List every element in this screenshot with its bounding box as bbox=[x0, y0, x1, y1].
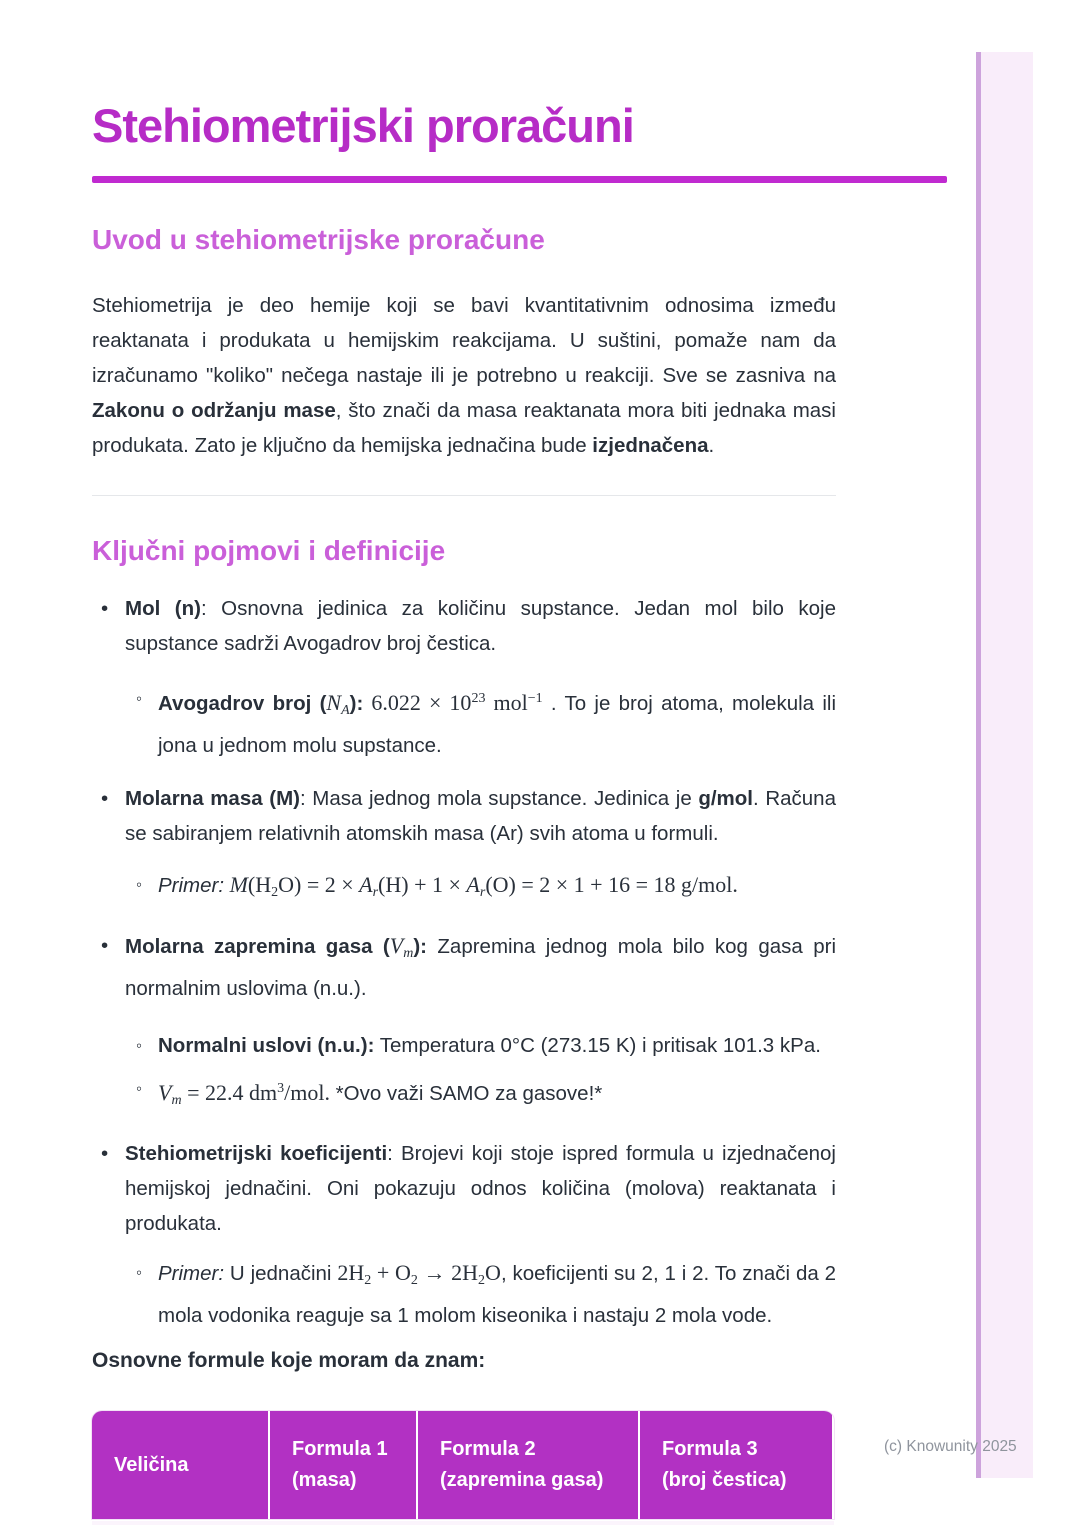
table-header-velicina bbox=[92, 1411, 270, 1519]
math-run: + O bbox=[371, 1260, 411, 1285]
table-header-label: Formula 3 bbox=[662, 1438, 758, 1460]
list-item-text bbox=[158, 681, 836, 763]
text-run-bold: Zakonu o održanju mase bbox=[92, 399, 336, 422]
text-run: : Masa jednog mola supstance. Jedinica je bbox=[299, 787, 699, 810]
copyright-watermark: (c) Knowunity 2025 bbox=[884, 1438, 1017, 1455]
bullet-icon: • bbox=[101, 1142, 109, 1165]
list-item-koeficijenti bbox=[92, 1136, 836, 1241]
bullet-icon: • bbox=[101, 934, 109, 957]
math-run: → 2H bbox=[417, 1260, 479, 1285]
intro-paragraph bbox=[92, 288, 836, 463]
formulas-table bbox=[92, 1411, 834, 1519]
math-run: O) = 2 × bbox=[278, 872, 360, 897]
primer-label: Primer: bbox=[158, 874, 225, 897]
text-run-bold: g/mol bbox=[698, 787, 754, 810]
math-run: mol bbox=[485, 690, 528, 715]
primer-label: Primer: bbox=[158, 1262, 225, 1285]
math-run: (H bbox=[247, 872, 272, 897]
formulas-heading: Osnovne formule koje moram da znam: bbox=[92, 1349, 486, 1372]
math-run: = 22.4 dm bbox=[181, 1080, 278, 1105]
math-run: V bbox=[389, 933, 404, 958]
list-item-text bbox=[158, 1028, 836, 1063]
table-header-formula2 bbox=[418, 1411, 640, 1519]
page-title: Stehiometrijski proračuni bbox=[92, 99, 634, 152]
list-item-text bbox=[125, 928, 836, 1006]
text-run: *Ovo važi SAMO za gasove!* bbox=[329, 1082, 603, 1105]
text-run: , koeficijenti su 2, 1 i 2. To znači da 2 mola vodonika reaguje sa 1 molom kiseonika i nastaju 2 mola vode. bbox=[158, 1262, 836, 1327]
table-header-label: Formula 2 bbox=[440, 1438, 536, 1460]
table-header-sublabel: (broj čestica) bbox=[662, 1469, 787, 1491]
term-label: ): bbox=[413, 935, 427, 958]
bullet-icon: • bbox=[101, 597, 109, 620]
section-divider bbox=[92, 495, 836, 496]
table-header-label: Veličina bbox=[114, 1453, 189, 1476]
list-item-mol bbox=[92, 591, 836, 661]
math-subscript: A bbox=[341, 703, 350, 718]
bullet-icon: • bbox=[101, 787, 109, 810]
text-run: . Računa se sabiranjem relativnih atomskih masa (Ar) svih atoma u formuli. bbox=[125, 787, 836, 845]
math-superscript: 3 bbox=[277, 1081, 285, 1096]
math-run: N bbox=[326, 690, 342, 715]
table-header-sublabel: (masa) bbox=[292, 1469, 357, 1491]
text-run: Zapremina jednog mola bilo kog gasa pri normalnim uslovima (n.u.). bbox=[125, 935, 837, 1000]
math-run: M bbox=[224, 872, 248, 897]
list-item-normalni-uslovi bbox=[92, 1028, 836, 1063]
math-superscript: 23 bbox=[471, 691, 486, 706]
text-run: . bbox=[708, 434, 715, 457]
text-run: : Osnovna jedinica za količinu supstance. Jedan mol bilo koje supstance sadrži Avogadrov broj čestica. bbox=[125, 597, 837, 655]
math-subscript: m bbox=[171, 1093, 182, 1108]
table-header-sublabel: (zapremina gasa) bbox=[440, 1469, 604, 1491]
list-item-text bbox=[125, 1136, 836, 1241]
list-item-text bbox=[158, 867, 836, 910]
math-superscript: −1 bbox=[527, 691, 543, 706]
list-item-text bbox=[158, 1255, 836, 1333]
list-item-molarna-masa bbox=[92, 781, 836, 851]
table-header-formula1 bbox=[270, 1411, 418, 1519]
text-run: Stehiometrija je deo hemije koji se bavi kvantitativnim odnosima između reaktanata i produkata u hemijskim reakcijama. U suštini, pomaže nam da izračunamo "koliko" nečega nastaje ili je potrebno u reakciji. Sve se zasniva na bbox=[92, 294, 836, 387]
list-item-molarna-zapremina bbox=[92, 928, 836, 1006]
list-item-vm bbox=[92, 1071, 836, 1118]
math-subscript: 2 bbox=[478, 1273, 486, 1288]
list-item-text bbox=[125, 591, 836, 661]
math-subscript: r bbox=[479, 885, 486, 900]
text-run: Temperatura 0°C (273.15 K) i pritisak 101.3 kPa. bbox=[374, 1034, 821, 1057]
text-run: U jednačini bbox=[224, 1262, 338, 1285]
term-label: Avogadrov broj ( bbox=[158, 692, 327, 715]
list-item-primer-masa bbox=[92, 867, 836, 910]
key-terms-list bbox=[92, 591, 836, 1333]
math-subscript: 2 bbox=[410, 1273, 418, 1288]
math-run: 2H bbox=[337, 1260, 365, 1285]
math-run: (O) = 2 × 1 + 16 = 18 g/mol. bbox=[485, 872, 738, 897]
term-label: Molarna zapremina gasa ( bbox=[125, 935, 390, 958]
math-subscript: r bbox=[372, 885, 379, 900]
term-label: Stehiometrijski koeficijenti bbox=[125, 1142, 388, 1165]
section-heading-uvod: Uvod u stehiometrijske proračune bbox=[92, 224, 545, 255]
table-header-formula3 bbox=[640, 1411, 832, 1519]
page-content bbox=[92, 0, 836, 1525]
term-label: Normalni uslovi (n.u.): bbox=[158, 1034, 375, 1057]
math-run: /mol. bbox=[284, 1080, 330, 1105]
list-item-avogadrov-broj bbox=[92, 681, 836, 763]
math-run: A bbox=[359, 872, 373, 897]
math-subscript: m bbox=[403, 946, 414, 961]
circle-bullet-icon: ◦ bbox=[136, 1079, 143, 1098]
list-item-primer-koeficijenti bbox=[92, 1255, 836, 1333]
list-item-text bbox=[125, 781, 836, 851]
math-subscript: 2 bbox=[364, 1273, 372, 1288]
title-underline bbox=[92, 176, 947, 183]
circle-bullet-icon: ◦ bbox=[136, 1036, 143, 1055]
table-next-row-hint bbox=[92, 1521, 834, 1525]
text-run: , što znači da masa reaktanata mora biti jednaka masi produkata. Zato je ključno da hemijska jednačina bude bbox=[92, 399, 836, 457]
math-run: 6.022 × 10 bbox=[363, 690, 472, 715]
term-label: Molarna masa (M) bbox=[125, 787, 300, 810]
math-subscript: 2 bbox=[271, 885, 279, 900]
circle-bullet-icon: ◦ bbox=[136, 689, 143, 708]
math-run: O bbox=[485, 1260, 501, 1285]
text-run: : Brojevi koji stoje ispred formula u izjednačenoj hemijskoj jednačini. Oni pokazuju odnos količina (molova) reaktanata i produkata. bbox=[125, 1142, 836, 1235]
text-run: . To je broj atoma, molekula ili jona u jednom molu supstance. bbox=[158, 692, 836, 757]
table-header-label: Formula 1 bbox=[292, 1438, 388, 1460]
term-label: Mol (n) bbox=[125, 597, 201, 620]
circle-bullet-icon: ◦ bbox=[136, 1263, 143, 1282]
section-heading-kljucni: Ključni pojmovi i definicije bbox=[92, 535, 446, 566]
list-item-text bbox=[158, 1071, 836, 1118]
math-run: A bbox=[466, 872, 480, 897]
math-run: V bbox=[158, 1080, 172, 1105]
math-run: (H) + 1 × bbox=[378, 872, 467, 897]
circle-bullet-icon: ◦ bbox=[136, 875, 143, 894]
page-edge-strip bbox=[976, 52, 1033, 1478]
term-label: ): bbox=[349, 692, 364, 715]
text-run-bold: izjednačena bbox=[592, 434, 709, 457]
